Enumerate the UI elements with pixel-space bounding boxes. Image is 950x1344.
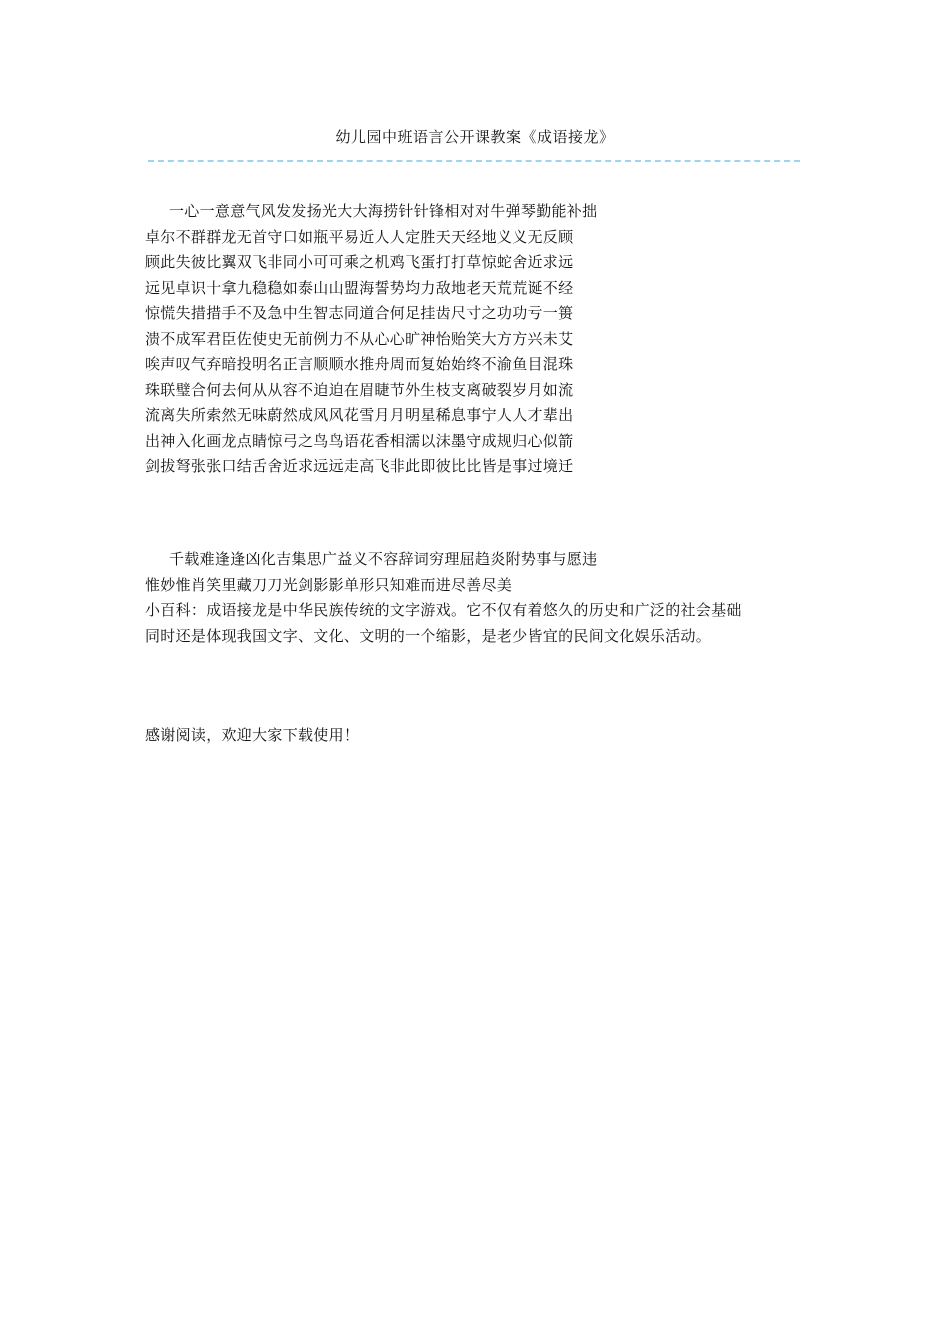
trivia-line: 小百科：成语接龙是中华民族传统的文字游戏。它不仅有着悠久的历史和广泛的社会基础 xyxy=(145,601,742,619)
document-title: 幼儿园中班语言公开课教案《成语接龙》 xyxy=(335,128,615,146)
idiom-chain-line: 溃不成军君臣佐使史无前例力不从心心旷神怡贻笑大方方兴未艾 xyxy=(145,329,574,348)
closing-section xyxy=(145,723,815,749)
idiom-chain-line: 剑拔弩张张口结舌舍近求远远走高飞非此即彼比比皆是事过境迁 xyxy=(145,457,574,475)
idiom-chain-line: 远见卓识十拿九稳稳如泰山山盟海誓势均力敌地老天荒荒诞不经 xyxy=(145,278,574,297)
idiom-chain-line: 出神入化画龙点睛惊弓之鸟鸟语花香相濡以沫墨守成规归心似箭 xyxy=(145,431,574,450)
idiom-chain-line: 珠联璧合何去何从从容不迫迫在眉睫节外生枝支离破裂岁月如流 xyxy=(145,380,574,399)
title-divider xyxy=(148,160,800,162)
idiom-chain-line: 流离失所索然无味蔚然成风风花雪月月明星稀息事宁人人才辈出 xyxy=(145,406,574,424)
idiom-chain-section-1 xyxy=(145,199,815,480)
trivia-line: 同时还是体现我国文字、文化、文明的一个缩影，是老少皆宜的民间文化娱乐活动。 xyxy=(145,626,712,645)
idiom-chain-line: 顾此失彼比翼双飞非同小可可乘之机鸡飞蛋打打草惊蛇舍近求远 xyxy=(145,253,574,271)
idiom-chain-line: 惟妙惟肖笑里藏刀刀光剑影影单形只知难而进尽善尽美 xyxy=(145,575,513,594)
idiom-chain-line: 卓尔不群群龙无首守口如瓶平易近人人定胜天天经地义义无反顾 xyxy=(145,227,574,246)
closing-text: 感谢阅读，欢迎大家下载使用！ xyxy=(145,726,360,744)
idiom-chain-line: 唉声叹气弃暗投明名正言顺顺水推舟周而复始始终不渝鱼目混珠 xyxy=(145,355,574,373)
idiom-chain-line: 千载难逢逢凶化吉集思广益义不容辞词穷理屈趋炎附势事与愿违 xyxy=(169,550,598,568)
idiom-chain-line: 惊慌失措措手不及急中生智志同道合何足挂齿尺寸之功功亏一篑 xyxy=(145,304,574,322)
idiom-chain-line: 一心一意意气风发发扬光大大海捞针针锋相对对牛弹琴勤能补拙 xyxy=(169,202,598,220)
idiom-chain-section-2 xyxy=(145,547,815,649)
